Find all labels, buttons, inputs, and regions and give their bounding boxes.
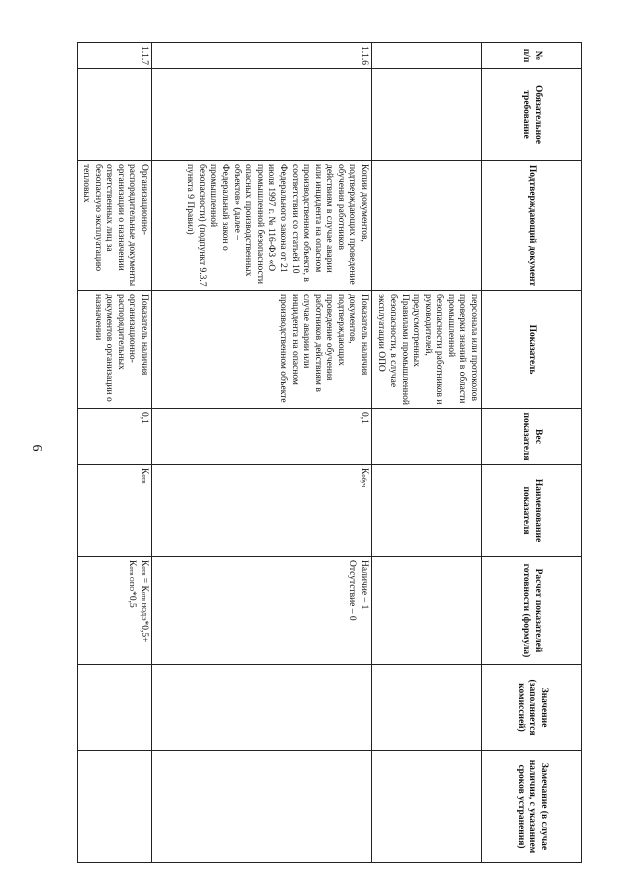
header-value: Значение (заполняется комиссией) bbox=[482, 665, 582, 751]
formula-k3: К bbox=[127, 560, 138, 567]
coef-sub: отв bbox=[140, 474, 147, 484]
cell-requirement bbox=[372, 69, 482, 161]
formula-eq: = К bbox=[139, 575, 149, 592]
header-requirement: Обязательное требование bbox=[482, 69, 582, 161]
rotated-table-container bbox=[82, 42, 582, 862]
header-indicator: Показатель bbox=[482, 291, 582, 409]
cell-requirement bbox=[77, 69, 151, 161]
table-row bbox=[152, 43, 372, 863]
cell-indicator: Показатель наличия документов, подтверждающих проведение обучения работников действиям в случае аварии или инцидента на опасном производственном объекте bbox=[152, 291, 372, 409]
cell-document: Организационно-распорядительные документы организации о назначении ответственных лиц за безопасную эксплуатацию тепловых bbox=[77, 161, 151, 291]
formula-mid: *0,5+ bbox=[139, 620, 149, 643]
cell-document: Копии документов, подтверждающих проведение обучения работников действиям в случае аварии или инцидента на опасном производственном объекте, в соответствии со статьей 10 Федерального закона от 21 июля 1997 г. № 116-ФЗ «О промышленной безопасности опасных производственных объектов» (далее – Федеральный закон о промышленной безопасности) (подпункт 9.3.7 пункта 9 Правил) bbox=[152, 161, 372, 291]
cell-name bbox=[77, 465, 151, 557]
cell-weight: 0,1 bbox=[152, 409, 372, 465]
formula-k-sub: отв bbox=[140, 566, 147, 576]
table-header-row bbox=[482, 43, 582, 863]
cell-num: 1.1.6 bbox=[152, 43, 372, 69]
cell-indicator: персонала или протоколов проверки знаний в области промышленной безопасности работников и руководителей, предусмотренных Правилами промышленной безопасности, в случае эксплуатации ОПО bbox=[372, 291, 482, 409]
formula-k: К bbox=[139, 560, 149, 567]
formula-k2-sub: отв НОДЭ bbox=[140, 591, 147, 621]
formula-k3-sub: отв ОПО bbox=[128, 566, 136, 592]
cell-value bbox=[77, 665, 151, 751]
cell-value bbox=[152, 665, 372, 751]
cell-name bbox=[152, 465, 372, 557]
cell-note bbox=[77, 751, 151, 863]
cell-note bbox=[152, 751, 372, 863]
table-row bbox=[77, 43, 151, 863]
cell-weight bbox=[372, 409, 482, 465]
coef-sub: обуч bbox=[360, 474, 367, 488]
cell-calc bbox=[372, 557, 482, 665]
cell-num: 1.1.7 bbox=[77, 43, 151, 69]
table-row bbox=[372, 43, 482, 863]
cell-weight: 0,1 bbox=[77, 409, 151, 465]
header-num: № п/п bbox=[482, 43, 582, 69]
header-calc: Расчет показателей готовности (формула) bbox=[482, 557, 582, 665]
page-number: 6 bbox=[29, 444, 44, 452]
cell-num bbox=[372, 43, 482, 69]
header-name: Наименование показателя bbox=[482, 465, 582, 557]
cell-calc: Наличие – 1 Отсутствие – 0 bbox=[152, 557, 372, 665]
cell-document bbox=[372, 161, 482, 291]
cell-note bbox=[372, 751, 482, 863]
readiness-table bbox=[77, 42, 582, 863]
cell-name bbox=[372, 465, 482, 557]
header-document: Подтверждающий документ bbox=[482, 161, 582, 291]
cell-requirement bbox=[152, 69, 372, 161]
header-note: Замечание (в случае наличия, с указанием сроков устранения) bbox=[482, 751, 582, 863]
cell-indicator: Показатель наличия организационно-распорядительных документов организации о назначении bbox=[77, 291, 151, 409]
cell-value bbox=[372, 665, 482, 751]
formula-end: *0,5 bbox=[127, 591, 138, 608]
coef-main: К bbox=[359, 468, 369, 475]
cell-calc bbox=[77, 557, 151, 665]
coef-main: К bbox=[139, 468, 149, 475]
document-page bbox=[82, 42, 582, 862]
header-weight: Вес показателя bbox=[482, 409, 582, 465]
